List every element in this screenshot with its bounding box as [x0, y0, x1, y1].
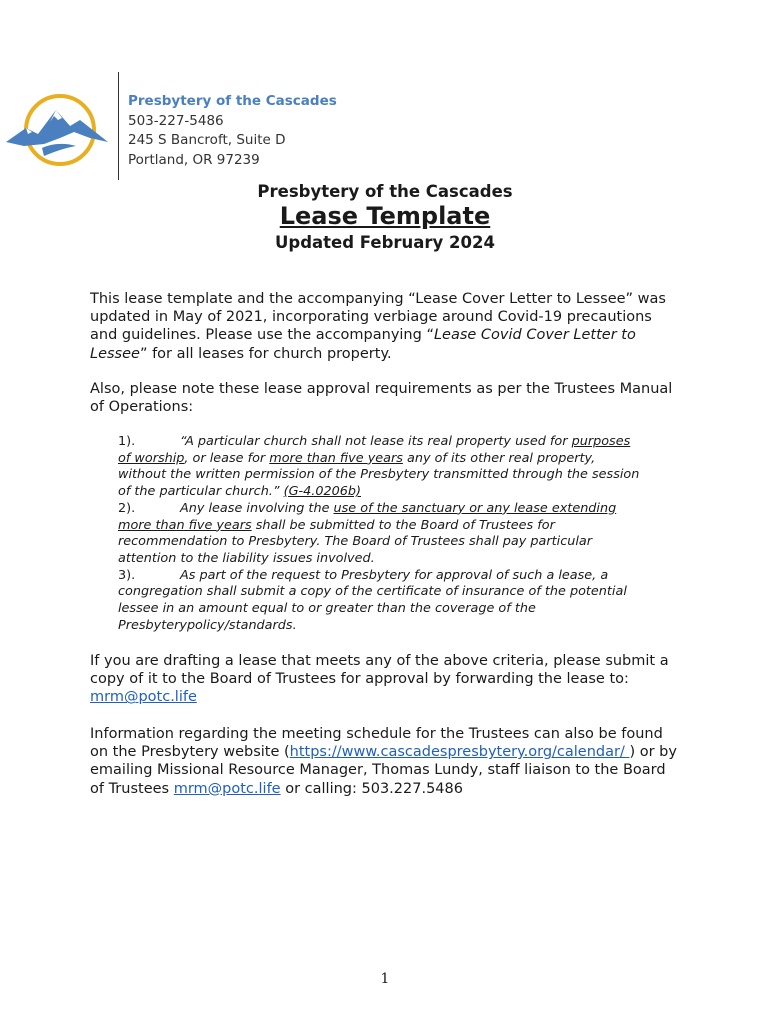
org-name: Presbytery of the Cascades	[128, 93, 337, 109]
doc-updated-date: Updated February 2024	[275, 233, 495, 252]
list-item-number: 1).	[118, 434, 136, 449]
rule1-text-b: , or lease for	[184, 450, 270, 466]
info-tail-text: or calling: 503.227.5486	[280, 780, 463, 797]
rule1-text-c: any of its other real property, without the written permission of the Presbytery transmitted through the session of the particular church.”	[118, 450, 640, 500]
info-paragraph	[90, 725, 680, 798]
rule1-text-a: “A particular church shall not lease its real property used for	[180, 434, 572, 449]
rule2-text-b: shall be submitted to the Board of Trustees for recommendation to Presbytery. The Board of Trustees shall pay particular attention to the liability issues involved.	[118, 517, 592, 566]
presbytery-logo-icon	[4, 92, 110, 170]
list-item	[118, 568, 643, 635]
rule1-underline-1: purposes of worship	[118, 434, 631, 466]
doc-org-title: Presbytery of the Cascades	[257, 182, 513, 201]
email-link-2[interactable]: mrm@potc.life	[173, 780, 281, 797]
rule2-text-a: Any lease involving the	[180, 500, 334, 516]
info-text: Information regarding the meeting schedule for the Trustees can also be found on the Presbytery website (	[90, 726, 663, 761]
rule3-text: As part of the request to Presbytery for approval of such a lease, a congregation shall submit a copy of the certificate of insurance of the potential lessee in an amount equal to or greater than the coverage of the Presbyterypolicy/standards.	[118, 567, 627, 633]
list-item	[118, 501, 643, 568]
calendar-link[interactable]: https://www.cascadespresbytery.org/calendar/	[289, 744, 630, 761]
org-address-line2: Portland, OR 97239	[128, 151, 260, 168]
list-item	[118, 434, 643, 501]
header-divider	[118, 72, 119, 180]
email-link[interactable]: mrm@potc.life	[90, 689, 197, 706]
rule2-underline: use of the sanctuary or any lease extending more than five years	[118, 500, 617, 533]
list-item-number: 3).	[118, 567, 136, 583]
intro-tail: ” for all leases for church property.	[139, 345, 392, 362]
page-number: 1	[380, 971, 390, 987]
info-mid-text: ) or by emailing Missional Resource Manager, Thomas Lundy, staff liaison to the Board of Trustees	[90, 744, 677, 797]
list-item-number: 2).	[118, 500, 136, 516]
submission-text: If you are drafting a lease that meets any of the above criteria, please submit a copy of it to the Board of Trustees for approval by forwarding the lease to:	[90, 653, 669, 688]
rule1-citation: (G-4.0206b)	[283, 484, 361, 500]
submission-paragraph	[90, 652, 680, 707]
org-contact-block	[128, 92, 337, 170]
intro-italic-doc-name: Lease Covid Cover Letter to Lessee	[90, 327, 636, 362]
org-address-line1: 245 S Bancroft, Suite D	[128, 132, 286, 148]
requirements-intro: Also, please note these lease approval requirements as per the Trustees Manual of Operations:	[90, 381, 673, 416]
doc-main-title: Lease Template	[279, 202, 491, 230]
requirements-list	[118, 434, 643, 634]
rule1-underline-2: more than five years	[269, 450, 403, 466]
org-phone: 503-227-5486	[128, 112, 224, 129]
intro-text: This lease template and the accompanying “Lease Cover Letter to Lessee” was updated in May of 2021, incorporating verbiage around Covid-19 precautions and guidelines. Please use the accompanying “	[90, 291, 666, 344]
intro-paragraph	[90, 290, 680, 363]
